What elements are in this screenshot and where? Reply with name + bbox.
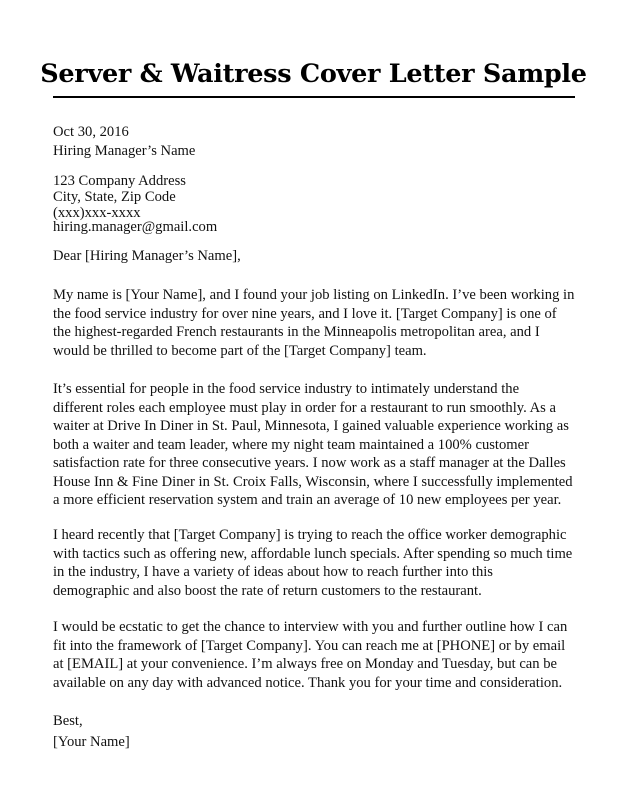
- paragraph-3: [53, 526, 573, 600]
- paragraph-line: a more efficient reservation system and train an average of 10 new employees per year.: [53, 492, 562, 508]
- paragraph-line: I would be ecstatic to get the chance to interview with you and further outline how I can: [53, 619, 568, 635]
- letter-date: Oct 30, 2016: [53, 124, 129, 140]
- paragraph-line: would be thrilled to become part of the [Target Company] team.: [53, 342, 427, 359]
- page-title: Server & Waitress Cover Letter Sample: [40, 59, 587, 89]
- paragraph-4: [53, 618, 573, 692]
- address-city-state-zip: City, State, Zip Code: [53, 189, 176, 205]
- sign-off: Best,: [53, 713, 83, 729]
- address-street: 123 Company Address: [53, 173, 186, 189]
- paragraph-line: in the industry, I have a variety of ideas about how to reach further into this: [53, 564, 493, 580]
- signature: [Your Name]: [53, 734, 130, 750]
- paragraph-line: the food service industry for over nine years, and I love it. [Target Company] is one of: [53, 305, 557, 322]
- paragraph-line: with tactics such as offering new, affordable lunch specials. After spending so much time: [53, 545, 573, 562]
- paragraph-line: the highest-regarded French restaurants in the Minneapolis metropolitan area, and I: [53, 324, 540, 340]
- paragraph-line: fit into the framework of [Target Company]. You can reach me at [PHONE] or by email: [53, 637, 566, 654]
- paragraph-line: It’s essential for people in the food service industry to intimately understand the: [53, 381, 520, 397]
- letter-header: [53, 124, 573, 160]
- address-email: hiring.manager@gmail.com: [53, 219, 218, 235]
- recipient-address: [53, 173, 573, 235]
- paragraph-line: satisfaction rate for three consecutive years. I now work as a staff manager at the Dalles: [53, 455, 566, 471]
- paragraph-line: both a waiter and team leader, where my night team maintained a 100% customer: [53, 436, 529, 453]
- paragraph-2: [53, 380, 573, 510]
- recipient-name: Hiring Manager’s Name: [53, 143, 196, 159]
- address-phone: (xxx)xxx-xxxx: [53, 205, 141, 221]
- salutation: Dear [Hiring Manager’s Name],: [53, 248, 241, 264]
- paragraph-line: at [EMAIL] at your convenience. I’m always free on Monday and Tuesday, but can be: [53, 656, 558, 672]
- letter-closing: [53, 713, 573, 751]
- paragraph-line: demographic and also boost the rate of return customers to the restaurant.: [53, 582, 482, 599]
- paragraph-line: My name is [Your Name], and I found your job listing on LinkedIn. I’ve been working in: [53, 287, 575, 303]
- paragraph-line: available on any day with advanced notice. Thank you for your time and consideration.: [53, 674, 563, 691]
- paragraph-line: House Inn & Fine Diner in St. Croix Falls, Wisconsin, where I successfully implemented: [53, 473, 573, 490]
- paragraph-line: waiter at Drive In Diner in St. Paul, Minnesota, I gained valuable experience working as: [53, 418, 569, 434]
- paragraph-line: different roles each employee must play in order for a restaurant to run smoothly. As a: [53, 399, 556, 416]
- paragraph-1: [53, 286, 573, 360]
- title-divider: [53, 96, 575, 98]
- paragraph-line: I heard recently that [Target Company] is trying to reach the office worker demographic: [53, 527, 567, 543]
